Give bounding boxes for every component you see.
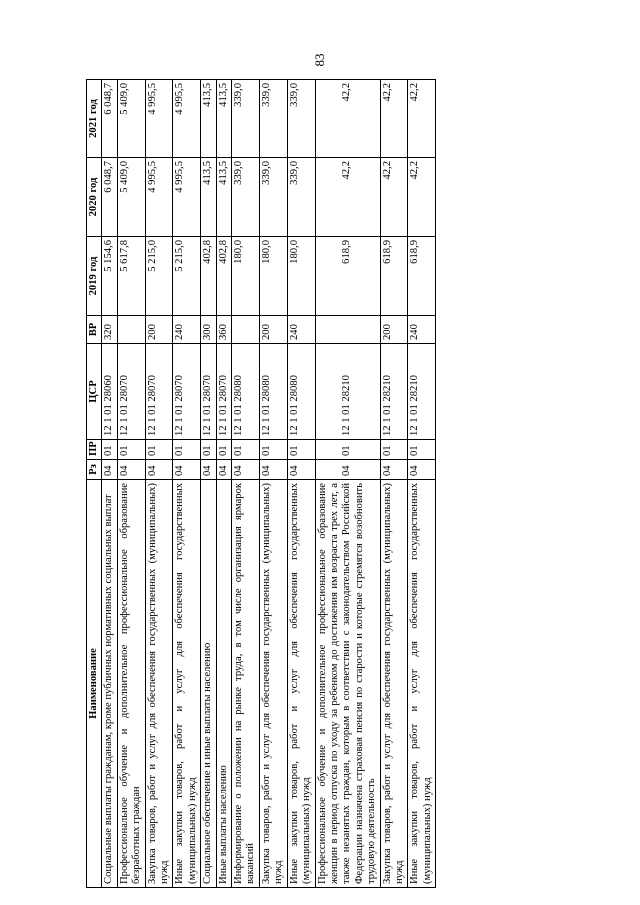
- row-2019: 5 617,8: [117, 237, 145, 316]
- row-2019: 180,0: [259, 237, 287, 316]
- row-name: Закупка товаров, работ и услуг для обеспечения государственных (муниципальных) нужд: [380, 480, 408, 888]
- table-row: [259, 80, 287, 888]
- row-vr: 360: [216, 316, 231, 344]
- row-2019: 618,9: [408, 237, 436, 316]
- page-number: 83: [312, 53, 327, 67]
- row-2020: 5 409,0: [117, 158, 145, 237]
- row-2019: 180,0: [232, 237, 260, 316]
- header-pr: ПР: [87, 440, 102, 460]
- table-row: [408, 80, 436, 888]
- header-2019: 2019 год: [87, 237, 102, 316]
- header-csr: ЦСР: [87, 344, 102, 440]
- table-row: [287, 80, 315, 888]
- row-rz: 04: [145, 460, 173, 480]
- row-pr: 01: [173, 440, 201, 460]
- row-csr: 12 1 01 28060: [102, 344, 117, 440]
- row-csr: 12 1 01 28210: [315, 344, 380, 440]
- header-2020: 2020 год: [87, 158, 102, 237]
- row-2021: 6 048,7: [102, 80, 117, 158]
- row-pr: 01: [315, 440, 380, 460]
- row-2020: 6 048,7: [102, 158, 117, 237]
- row-2019: 5 215,0: [173, 237, 201, 316]
- row-csr: 12 1 01 28070: [201, 344, 216, 440]
- row-csr: 12 1 01 28210: [408, 344, 436, 440]
- table-body: [102, 80, 436, 888]
- row-vr: 240: [173, 316, 201, 344]
- budget-table: [86, 79, 436, 888]
- header-vr: ВР: [87, 316, 102, 344]
- row-2020: 42,2: [315, 158, 380, 237]
- row-vr: [232, 316, 260, 344]
- header-rz: Рз: [87, 460, 102, 480]
- row-name: Иные закупки товаров, работ и услуг для обеспечения государственных (муниципальных) нужд: [173, 480, 201, 888]
- row-2019: 180,0: [287, 237, 315, 316]
- row-2021: 339,0: [232, 80, 260, 158]
- table-row: [102, 80, 117, 888]
- row-2021: 42,2: [380, 80, 408, 158]
- row-pr: 01: [117, 440, 145, 460]
- row-rz: 04: [408, 460, 436, 480]
- row-rz: 04: [216, 460, 231, 480]
- row-2019: 402,8: [216, 237, 231, 316]
- row-name: Информирование о положении на рынке труда, в том числе организация ярмарок вакансий: [232, 480, 260, 888]
- row-name: Закупка товаров, работ и услуг для обеспечения государственных (муниципальных) нужд: [145, 480, 173, 888]
- row-rz: 04: [380, 460, 408, 480]
- row-csr: 12 1 01 28070: [145, 344, 173, 440]
- row-csr: 12 1 01 28080: [259, 344, 287, 440]
- row-2020: 42,2: [380, 158, 408, 237]
- table-row: [216, 80, 231, 888]
- table-row: [173, 80, 201, 888]
- header-name: Наименование: [87, 480, 102, 888]
- row-pr: 01: [201, 440, 216, 460]
- header-2021: 2021 год: [87, 80, 102, 158]
- row-rz: 04: [201, 460, 216, 480]
- row-rz: 04: [117, 460, 145, 480]
- row-2020: 339,0: [232, 158, 260, 237]
- row-2020: 413,5: [216, 158, 231, 237]
- row-2021: 4 995,5: [145, 80, 173, 158]
- table-row: [117, 80, 145, 888]
- row-rz: 04: [287, 460, 315, 480]
- row-2019: 402,8: [201, 237, 216, 316]
- row-csr: 12 1 01 28210: [380, 344, 408, 440]
- row-csr: 12 1 01 28080: [287, 344, 315, 440]
- row-csr: 12 1 01 28070: [173, 344, 201, 440]
- row-pr: 01: [287, 440, 315, 460]
- row-2020: 4 995,5: [173, 158, 201, 237]
- row-2021: 4 995,5: [173, 80, 201, 158]
- row-vr: 200: [259, 316, 287, 344]
- table-row: [145, 80, 173, 888]
- row-rz: 04: [232, 460, 260, 480]
- row-name: Иные закупки товаров, работ и услуг для обеспечения государственных (муниципальных) нужд: [287, 480, 315, 888]
- row-vr: [315, 316, 380, 344]
- table-row: [201, 80, 216, 888]
- row-2021: 413,5: [216, 80, 231, 158]
- row-2020: 42,2: [408, 158, 436, 237]
- row-pr: 01: [145, 440, 173, 460]
- row-2021: 42,2: [315, 80, 380, 158]
- table-row: [380, 80, 408, 888]
- row-pr: 01: [216, 440, 231, 460]
- table-header-row: [87, 80, 102, 888]
- row-vr: [117, 316, 145, 344]
- row-2020: 339,0: [259, 158, 287, 237]
- row-2019: 5 215,0: [145, 237, 173, 316]
- row-2020: 4 995,5: [145, 158, 173, 237]
- row-name: Социальное обеспечение и иные выплаты населению: [201, 480, 216, 888]
- row-vr: 200: [145, 316, 173, 344]
- row-2021: 339,0: [259, 80, 287, 158]
- row-rz: 04: [315, 460, 380, 480]
- rotated-table-container: [86, 80, 506, 888]
- row-name: Иные закупки товаров, работ и услуг для обеспечения государственных (муниципальных) нужд: [408, 480, 436, 888]
- table-row: [315, 80, 380, 888]
- row-2019: 5 154,6: [102, 237, 117, 316]
- row-rz: 04: [102, 460, 117, 480]
- row-2021: 5 409,0: [117, 80, 145, 158]
- row-2021: 339,0: [287, 80, 315, 158]
- row-csr: 12 1 01 28070: [216, 344, 231, 440]
- row-2019: 618,9: [315, 237, 380, 316]
- row-rz: 04: [173, 460, 201, 480]
- row-pr: 01: [102, 440, 117, 460]
- row-vr: 200: [380, 316, 408, 344]
- row-pr: 01: [259, 440, 287, 460]
- row-2021: 42,2: [408, 80, 436, 158]
- row-name: Иные выплаты населению: [216, 480, 231, 888]
- row-2020: 339,0: [287, 158, 315, 237]
- row-csr: 12 1 01 28070: [117, 344, 145, 440]
- row-name: Профессиональное обучение и дополнительное профессиональное образование женщин в период отпуска по уходу за ребенком до достижения им возраста трех лет, а также незанятых граждан, которым в соответствии с законодательством Российской Федерации назначена страховая пенсия по старости и которые стремятся возобновить трудовую деятельность: [315, 480, 380, 888]
- row-vr: 240: [287, 316, 315, 344]
- row-vr: 320: [102, 316, 117, 344]
- row-rz: 04: [259, 460, 287, 480]
- row-2020: 413,5: [201, 158, 216, 237]
- row-name: Профессиональное обучение и дополнительное профессиональное образование безработных граждан: [117, 480, 145, 888]
- row-2019: 618,9: [380, 237, 408, 316]
- row-pr: 01: [408, 440, 436, 460]
- row-name: Социальные выплаты гражданам, кроме публичных нормативных социальных выплат: [102, 480, 117, 888]
- row-csr: 12 1 01 28080: [232, 344, 260, 440]
- row-pr: 01: [232, 440, 260, 460]
- row-2021: 413,5: [201, 80, 216, 158]
- row-vr: 240: [408, 316, 436, 344]
- row-name: Закупка товаров, работ и услуг для обеспечения государственных (муниципальных) нужд: [259, 480, 287, 888]
- row-pr: 01: [380, 440, 408, 460]
- table-row: [232, 80, 260, 888]
- row-vr: 300: [201, 316, 216, 344]
